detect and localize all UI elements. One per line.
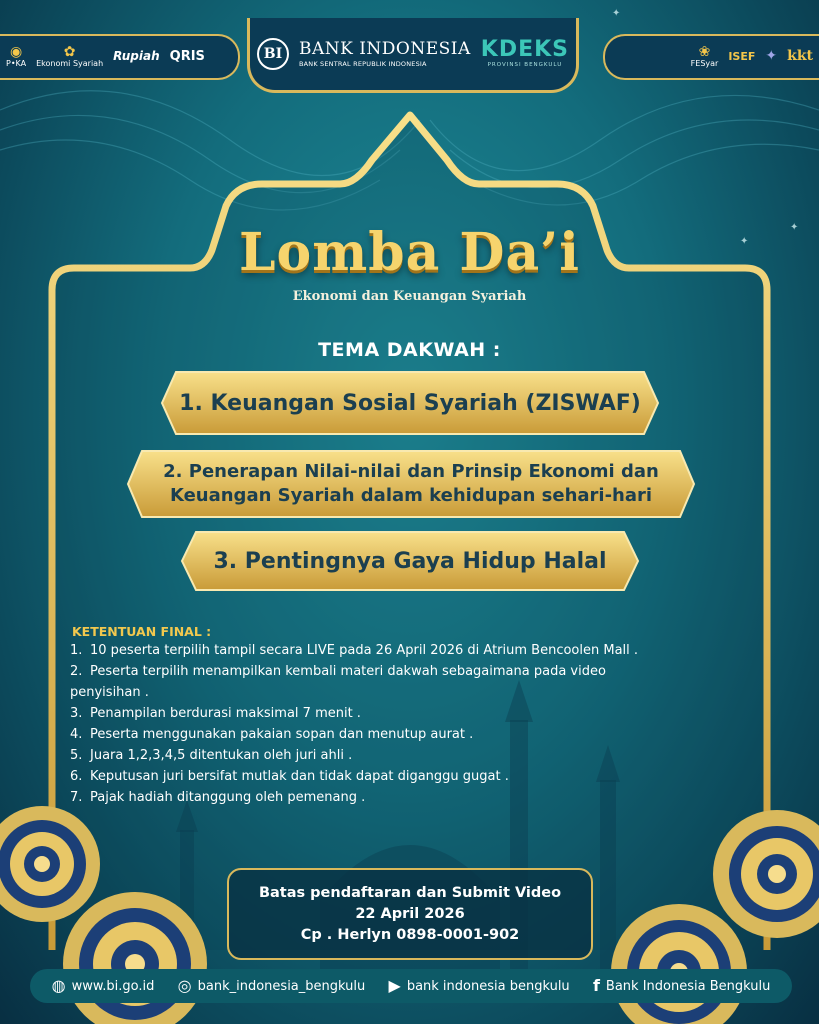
partner-logo: ✦ [765,48,778,65]
tema-heading: TEMA DAKWAH : [318,339,501,361]
instagram-icon: ◎ [177,976,192,995]
theme-item [158,368,662,438]
rules-heading: KETENTUAN FINAL : [72,624,212,639]
bank-indonesia-header [247,18,579,93]
left-logo-bar [0,34,240,80]
theme-text: 2. Penerapan Nilai-nilai dan Prinsip Ekonomi dan Keuangan Syariah dalam kehidupan sehari-hari [163,460,659,506]
sparkle-icon: ✦ [790,222,799,233]
bank-indonesia-logo [298,38,471,68]
contact-person: Cp . Herlyn 0898-0001-902 [300,926,520,943]
ekonomi-syariah-logo: ✿ Ekonomi Syariah [36,43,104,69]
rule-item: 7. Pajak hadiah ditanggung oleh pemenang . [70,790,366,805]
rule-item: 2. Peserta terpilih menampilkan kembali materi dakwah sebagaimana pada video [70,664,606,679]
qris-logo: QRIS [169,48,205,64]
rule-item-continuation: penyisihan . [70,685,149,700]
website-link[interactable]: ◍ www.bi.go.id [51,976,155,995]
youtube-icon: ▶ [388,976,401,995]
fesyar-icon: ❀ [698,43,711,60]
rule-item: 5. Juara 1,2,3,4,5 ditentukan oleh juri ahli . [70,748,353,763]
page-subtitle: Ekonomi dan Keuangan Syariah [292,289,527,304]
deadline-label: Batas pendaftaran dan Submit Video [258,884,562,901]
right-logo-bar [603,34,819,80]
sparkle-icon: ✦ [740,236,749,247]
theme-item [124,447,698,521]
partner-logo: kkt [787,48,813,65]
kdeks-logo: KDEKS PROVINSI BENGKULU [480,37,570,69]
footer-social-bar [30,969,792,1003]
deadline-box [227,868,593,960]
rupiah-logo: Rupiah [113,49,160,64]
rule-item: 6. Keputusan juri bersifat mutlak dan tidak dapat diganggu gugat . [70,769,509,784]
theme-text: 3. Pentingnya Gaya Hidup Halal [213,548,607,574]
ekonomi-syariah-icon: ✿ [63,43,76,60]
deadline-date: 22 April 2026 [355,905,465,922]
theme-item [178,528,642,594]
sparkle-icon: ✦ [612,8,621,19]
poka-icon: ◉ [9,43,23,60]
globe-icon: ◍ [51,976,66,995]
facebook-icon: f [592,976,600,995]
isef-logo: ISEF [728,49,756,63]
fesyar-logo: ❀ FESyar [690,43,719,69]
bi-seal-icon: BI [257,38,289,70]
rules-list [70,640,750,808]
theme-text: 1. Keuangan Sosial Syariah (ZISWAF) [179,390,641,416]
rule-item: 1. 10 peserta terpilih tampil secara LIVE pada 26 April 2026 di Atrium Bencoolen Mall . [70,643,639,658]
youtube-link[interactable]: ▶ bank indonesia bengkulu [388,976,570,995]
rule-item: 4. Peserta menggunakan pakaian sopan dan menutup aurat . [70,727,474,742]
page-title: Lomba Da’i [238,222,581,283]
rule-item: 3. Penampilan berdurasi maksimal 7 menit . [70,706,361,721]
bank-name: BANK INDONESIA [298,38,471,59]
instagram-link[interactable]: ◎ bank_indonesia_bengkulu [177,976,366,995]
facebook-link[interactable]: f Bank Indonesia Bengkulu [592,976,771,995]
bank-subtitle: BANK SENTRAL REPUBLIK INDONESIA [298,59,427,68]
poka-logo: ◉ P•KA [6,43,27,69]
